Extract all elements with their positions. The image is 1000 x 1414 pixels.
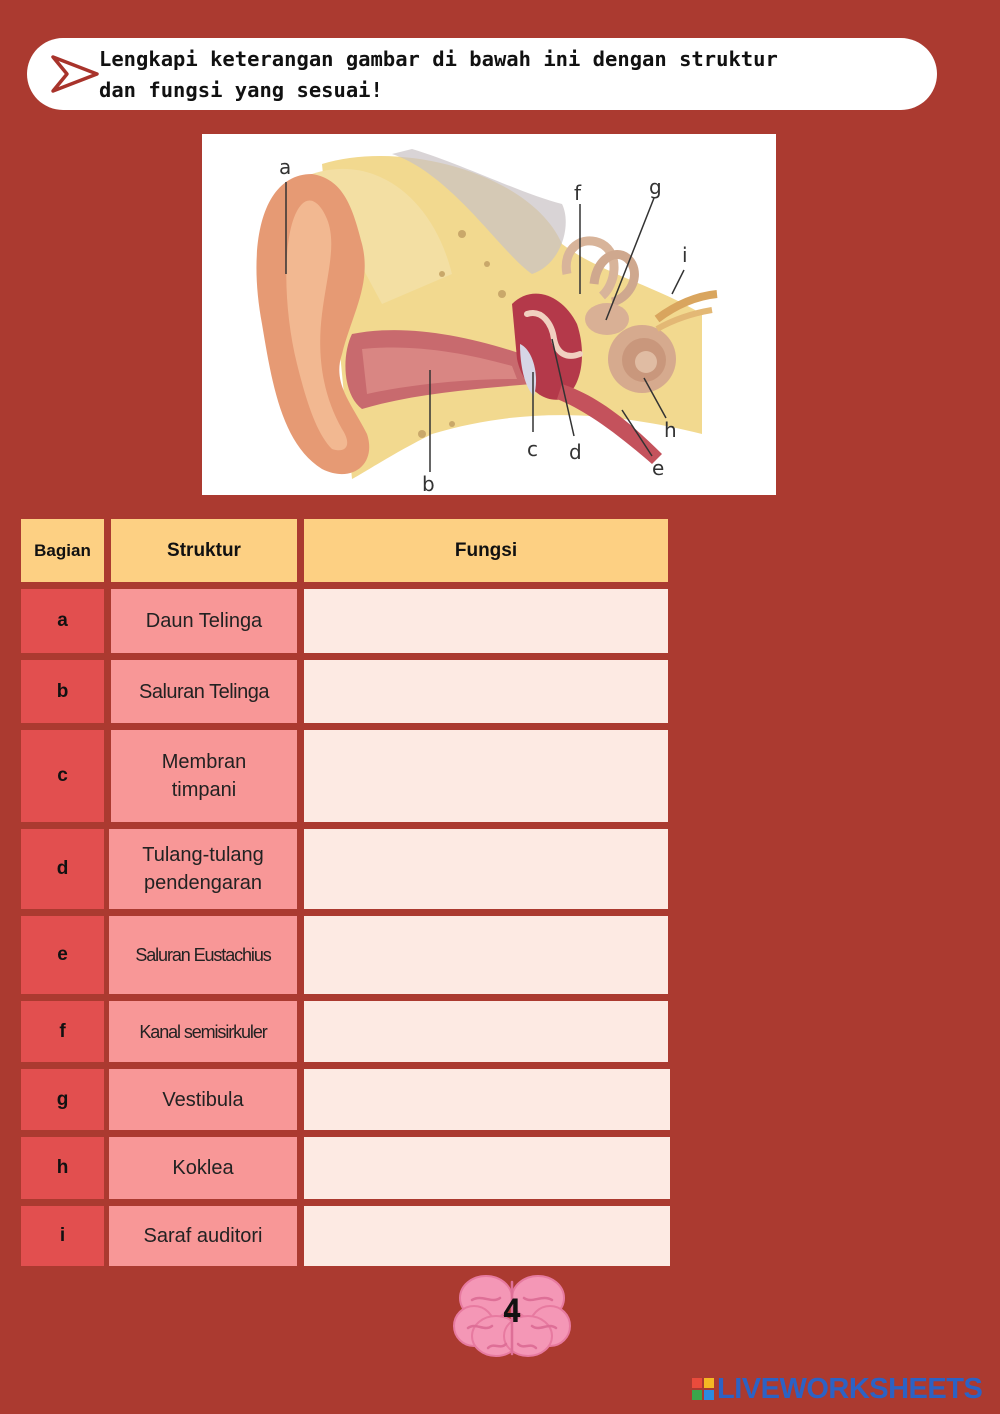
part-cell: e bbox=[21, 916, 104, 994]
structure-cell: Tulang-tulang pendengaran bbox=[109, 829, 297, 909]
part-cell: c bbox=[21, 730, 104, 822]
part-cell: a bbox=[21, 589, 104, 653]
liveworksheets-icon bbox=[692, 1378, 714, 1400]
structure-cell: Saraf auditori bbox=[109, 1206, 297, 1266]
part-cell: b bbox=[21, 660, 104, 723]
function-input[interactable] bbox=[304, 829, 668, 909]
function-input[interactable] bbox=[304, 660, 668, 723]
function-input[interactable] bbox=[304, 1001, 668, 1062]
part-cell: h bbox=[21, 1137, 104, 1199]
part-cell: g bbox=[21, 1069, 104, 1130]
arrow-icon bbox=[49, 52, 101, 96]
structure-cell: Saluran Telinga bbox=[111, 660, 297, 723]
figure-label-i: i bbox=[682, 243, 688, 267]
structure-cell: Saluran Eustachius bbox=[109, 916, 297, 994]
part-cell: i bbox=[21, 1206, 104, 1266]
structure-cell: Kanal semisirkuler bbox=[109, 1001, 297, 1062]
function-input[interactable] bbox=[304, 589, 668, 653]
part-cell: f bbox=[21, 1001, 104, 1062]
figure-label-a: a bbox=[279, 155, 292, 179]
instruction-line-2: dan fungsi yang sesuai! bbox=[99, 78, 383, 102]
header-part: Bagian bbox=[21, 519, 104, 582]
part-cell: d bbox=[21, 829, 104, 909]
figure-label-d: d bbox=[569, 440, 582, 464]
figure-label-g: g bbox=[649, 175, 662, 199]
ear-anatomy-figure bbox=[202, 134, 776, 495]
brand-text: LIVEWORKSHEETS bbox=[717, 1372, 983, 1405]
instruction-banner bbox=[27, 38, 937, 110]
structure-cell: Membran timpani bbox=[111, 730, 297, 822]
function-input[interactable] bbox=[304, 1137, 670, 1199]
figure-label-c: c bbox=[527, 437, 538, 461]
ear-diagram bbox=[202, 134, 776, 495]
structure-cell: Daun Telinga bbox=[111, 589, 297, 653]
instruction-line-1: Lengkapi keterangan gambar di bawah ini dengan struktur bbox=[99, 47, 778, 71]
function-input[interactable] bbox=[304, 730, 668, 822]
function-input[interactable] bbox=[304, 1206, 670, 1266]
brand-logo[interactable] bbox=[692, 1374, 982, 1404]
instruction-text bbox=[99, 44, 905, 106]
structure-cell: Vestibula bbox=[109, 1069, 297, 1130]
structure-cell: Koklea bbox=[109, 1137, 297, 1199]
figure-label-f: f bbox=[574, 181, 582, 205]
figure-label-e: e bbox=[652, 456, 665, 480]
figure-label-h: h bbox=[664, 418, 677, 442]
header-structure: Struktur bbox=[111, 519, 297, 582]
page-number: 4 bbox=[502, 1292, 522, 1330]
header-function: Fungsi bbox=[304, 519, 668, 582]
function-input[interactable] bbox=[304, 1069, 670, 1130]
function-input[interactable] bbox=[304, 916, 668, 994]
figure-label-b: b bbox=[422, 472, 435, 495]
